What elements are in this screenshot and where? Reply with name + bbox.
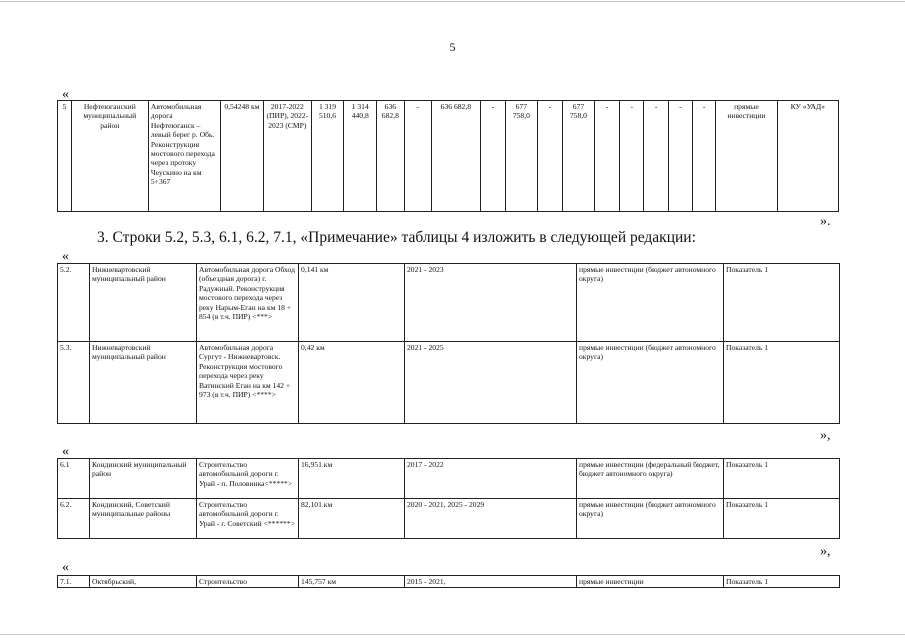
cell-length: 145,757 км xyxy=(299,576,405,588)
cell-value: - xyxy=(480,101,505,212)
cell-customer: КУ «УАД» xyxy=(777,101,838,212)
scan-edge-bottom xyxy=(0,634,905,635)
cell-value: 677 758,0 xyxy=(563,101,595,212)
table-rows-6-1-6-2 xyxy=(57,458,840,539)
open-quote: « xyxy=(62,249,69,264)
cell-value: - xyxy=(693,101,716,212)
cell-number: 7.1. xyxy=(58,576,90,588)
cell-indicator: Показатель 1 xyxy=(724,459,840,499)
cell-number: 5 xyxy=(58,101,72,212)
table-row xyxy=(58,499,840,539)
cell-object: Строительство автомобильной дороги г. Урай - п. Половинка<*****> xyxy=(197,459,299,499)
table-row xyxy=(58,342,840,424)
table-rows-5-2-5-3 xyxy=(57,263,840,424)
cell-period: 2017 - 2022 xyxy=(405,459,577,499)
cell-length: 0,54248 км xyxy=(220,101,263,212)
cell-indicator: Показатель 1 xyxy=(724,499,840,539)
cell-period: 2020 - 2021, 2025 - 2029 xyxy=(405,499,577,539)
scan-edge-top xyxy=(0,1,905,2)
cell-cost-remaining: 1 314 440,8 xyxy=(344,101,377,212)
cell-length: 0,42 км xyxy=(299,342,405,424)
cell-value: - xyxy=(668,101,692,212)
page-number: 5 xyxy=(449,40,456,54)
cell-period: 2015 - 2021, xyxy=(405,576,577,588)
cell-value: - xyxy=(620,101,644,212)
cell-length: 82,101 км xyxy=(299,499,405,539)
cell-value: - xyxy=(644,101,668,212)
cell-period: 2021 - 2025 xyxy=(405,342,577,424)
cell-value: 677 758,0 xyxy=(506,101,538,212)
cell-object: Автомобильная дорога Нефтеюганск – левый берег р. Обь. Реконструкция мостового перехода через протоку Чеускино на км 5+367 xyxy=(148,101,220,212)
open-quote: « xyxy=(62,560,69,575)
cell-district: Нефтеюганский муниципальный район xyxy=(71,101,148,212)
cell-period: 2021 - 2023 xyxy=(405,264,577,342)
cell-district: Нижневартовский муниципальный район xyxy=(90,342,197,424)
close-quote: », xyxy=(820,428,831,443)
section-heading: 3. Строки 5.2, 5.3, 6.1, 6.2, 7.1, «Примечание» таблицы 4 изложить в следующей редакции: xyxy=(97,229,696,246)
table-row-5 xyxy=(57,100,839,212)
cell-object: Строительство автомобильной дороги г. Урай - г. Советский <******> xyxy=(197,499,299,539)
cell-number: 5.2. xyxy=(58,264,90,342)
close-quote: ». xyxy=(820,214,831,229)
cell-funding-source: прямые инвестиции (бюджет автономного округа) xyxy=(577,499,724,539)
cell-indicator: Показатель 1 xyxy=(724,576,840,588)
cell-object: Автомобильная дорога Обход (объездная дорога) г. Радужный. Реконструкция мостового перехода через реку Нарым-Еган на км 18 + 854 (в т.ч. ПИР) <***> xyxy=(197,264,299,342)
open-quote: « xyxy=(62,444,69,459)
cell-district: Кондинский, Советский муниципальные районы xyxy=(90,499,197,539)
table-row-7-1 xyxy=(57,575,840,588)
cell-indicator: Показатель 1 xyxy=(724,264,840,342)
table-row xyxy=(58,459,840,499)
cell-number: 6.2. xyxy=(58,499,90,539)
cell-length: 16,951 км xyxy=(299,459,405,499)
cell-funding-source: прямые инвестиции xyxy=(716,101,777,212)
cell-number: 5.3. xyxy=(58,342,90,424)
cell-funding-source: прямые инвестиции (бюджет автономного округа) xyxy=(577,264,724,342)
cell-district: Октябрьский, xyxy=(90,576,197,588)
cell-value: - xyxy=(594,101,619,212)
cell-period: 2017-2022 (ПИР), 2022-2023 (СМР) xyxy=(264,101,312,212)
cell-object: Строительство xyxy=(197,576,299,588)
cell-funding-source: прямые инвестиции xyxy=(577,576,724,588)
cell-value: 636 682,8 xyxy=(377,101,404,212)
cell-indicator: Показатель 1 xyxy=(724,342,840,424)
cell-district: Кондинский муниципальный район xyxy=(90,459,197,499)
cell-number: 6.1 xyxy=(58,459,90,499)
cell-object: Автомобильная дорога Сургут - Нижневартовск. Реконструкция мостового перехода через реку Ватинский Еган на км 142 + 973 (в т.ч. ПИР) <****> xyxy=(197,342,299,424)
close-quote: », xyxy=(820,544,831,559)
table-row xyxy=(58,264,840,342)
cell-value: - xyxy=(537,101,562,212)
cell-cost-total: 1 319 510,6 xyxy=(311,101,344,212)
cell-district: Нижневартовский муниципальный район xyxy=(90,264,197,342)
cell-length: 0,141 км xyxy=(299,264,405,342)
cell-funding-source: прямые инвестиции (федеральный бюджет, бюджет автономного округа) xyxy=(577,459,724,499)
cell-value: - xyxy=(404,101,431,212)
open-quote: « xyxy=(62,87,69,102)
cell-funding-source: прямые инвестиции (бюджет автономного округа) xyxy=(577,342,724,424)
table-row xyxy=(58,576,840,588)
cell-value: 636 682,8 xyxy=(432,101,481,212)
